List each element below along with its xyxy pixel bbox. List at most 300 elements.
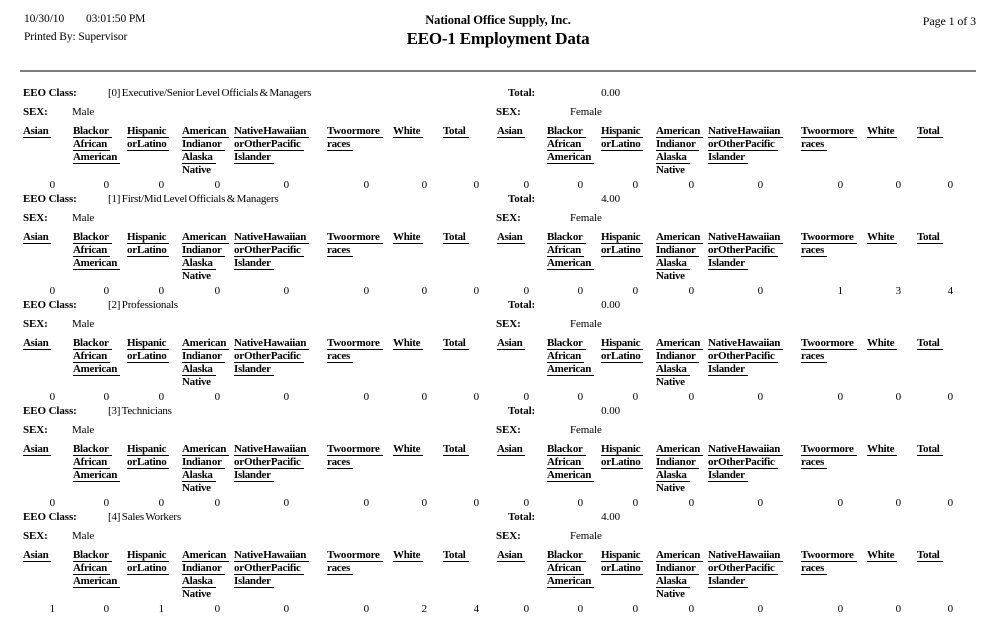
column-header	[708, 337, 801, 391]
column-header-line: or Latino	[127, 456, 169, 469]
column-header-line: African	[547, 244, 584, 257]
value-cell: 0	[103, 285, 109, 297]
value-cell: 0	[837, 391, 843, 403]
column-header-line: or Latino	[601, 350, 643, 363]
column-header-line: Native	[656, 588, 685, 600]
column-header-line: Two or more	[327, 125, 383, 138]
column-header-line: Native Hawaiian	[708, 231, 783, 244]
column-header	[393, 231, 443, 285]
value-cell: 0	[632, 603, 638, 615]
column-header	[656, 549, 708, 603]
column-header-line: American	[547, 469, 594, 482]
male-demographics-table	[23, 549, 483, 616]
column-header-line: Native	[656, 164, 685, 176]
column-header	[547, 125, 601, 179]
column-header	[23, 443, 73, 497]
column-header-line: African	[73, 244, 110, 257]
column-header	[73, 549, 127, 603]
sex-value-female: Female	[570, 106, 602, 118]
column-header	[127, 549, 182, 603]
total-value: 0.00	[601, 405, 620, 417]
value-cell: 0	[214, 179, 220, 191]
value-cell: 4	[473, 603, 479, 615]
sex-value-female: Female	[570, 424, 602, 436]
column-header-line: or Latino	[601, 562, 643, 575]
print-datetime	[24, 13, 145, 25]
column-header	[234, 231, 327, 285]
column-header-line: Alaska	[656, 257, 690, 270]
column-header	[917, 231, 957, 285]
column-header-line: American	[656, 125, 703, 138]
column-header-line: or Other Pacific	[234, 350, 304, 363]
column-header	[443, 549, 483, 603]
column-header	[73, 125, 127, 179]
column-header-line: Native	[656, 270, 685, 282]
column-header-line: Asian	[23, 443, 51, 456]
column-header-line: Two or more	[327, 337, 383, 350]
column-header	[497, 231, 547, 285]
value-cell: 0	[632, 391, 638, 403]
column-header-line: Indian or	[656, 456, 699, 469]
value-cell: 4	[947, 285, 953, 297]
value-cell: 1	[49, 603, 55, 615]
value-cell: 0	[757, 497, 763, 509]
column-header	[73, 443, 127, 497]
eeo-class-name: [0] Executive/Senior Level Officials & Managers	[108, 87, 312, 99]
value-cell: 0	[363, 285, 369, 297]
column-header-line: Total	[917, 231, 943, 244]
column-header-line: African	[547, 350, 584, 363]
column-header-line: Alaska	[182, 363, 216, 376]
value-cell: 0	[158, 285, 164, 297]
male-demographics-table	[23, 443, 483, 510]
column-header-line: Two or more	[801, 443, 857, 456]
female-demographics-table	[497, 231, 957, 298]
sex-row	[23, 316, 996, 337]
column-header	[867, 337, 917, 391]
print-date: 10/30/10	[24, 13, 65, 25]
column-header	[443, 337, 483, 391]
column-header-line: Islander	[234, 363, 274, 376]
sex-row	[23, 210, 996, 231]
eeo-section	[23, 405, 996, 508]
column-header-line: Native	[182, 376, 211, 388]
column-header-line: Hispanic	[601, 337, 643, 350]
value-cell: 0	[283, 603, 289, 615]
eeo-class-label: EEO Class:	[23, 405, 77, 417]
column-header	[801, 125, 867, 179]
total-label: Total:	[508, 405, 536, 417]
column-header-line: White	[867, 549, 897, 562]
column-header-line: White	[867, 231, 897, 244]
column-header	[127, 231, 182, 285]
company-name: National Office Supply, Inc.	[425, 13, 571, 27]
column-header-line: American	[547, 151, 594, 164]
column-header-line: Asian	[497, 231, 525, 244]
sex-label-male: SEX:	[23, 318, 48, 330]
column-header-line: American	[656, 337, 703, 350]
column-header	[182, 231, 234, 285]
column-header	[917, 337, 957, 391]
sex-value-male: Male	[72, 424, 95, 436]
column-header-line: Indian or	[182, 138, 225, 151]
tables-row	[23, 125, 996, 192]
eeo-class-label: EEO Class:	[23, 87, 77, 99]
column-header-line: Islander	[708, 575, 748, 588]
column-header-line: Indian or	[656, 350, 699, 363]
column-header-line: Total	[443, 337, 469, 350]
value-cell: 0	[49, 391, 55, 403]
male-demographics-table	[23, 337, 483, 404]
sex-label-female: SEX:	[496, 424, 521, 436]
value-cell: 0	[49, 179, 55, 191]
value-cell: 0	[214, 497, 220, 509]
column-header-line: Native	[656, 482, 685, 494]
sex-value-female: Female	[570, 212, 602, 224]
column-header	[801, 549, 867, 603]
column-header-line: Two or more	[801, 125, 857, 138]
tables-row	[23, 549, 996, 616]
column-header-line: Two or more	[801, 337, 857, 350]
column-header-line: Two or more	[327, 231, 383, 244]
value-cell: 0	[103, 497, 109, 509]
column-header-line: races	[327, 350, 353, 363]
column-header-line: races	[801, 350, 827, 363]
column-header	[234, 549, 327, 603]
column-header	[656, 125, 708, 179]
sex-value-female: Female	[570, 318, 602, 330]
page-number: Page 1 of 3	[922, 14, 976, 28]
column-header	[547, 549, 601, 603]
column-header-line: African	[73, 562, 110, 575]
total-value: 4.00	[601, 193, 620, 205]
value-cell: 0	[363, 391, 369, 403]
column-header	[182, 443, 234, 497]
column-header-line: Indian or	[182, 244, 225, 257]
column-header-line: Black or	[73, 549, 112, 562]
value-cell: 0	[473, 391, 479, 403]
value-cell: 0	[632, 285, 638, 297]
column-header	[327, 125, 393, 179]
value-cell: 2	[421, 603, 427, 615]
column-header-line: White	[393, 337, 423, 350]
column-header	[708, 125, 801, 179]
column-header-line: Islander	[234, 469, 274, 482]
total-label: Total:	[508, 87, 536, 99]
column-header	[234, 337, 327, 391]
column-header-line: races	[327, 138, 353, 151]
column-header-line: Total	[917, 549, 943, 562]
column-header	[917, 443, 957, 497]
column-header-line: Indian or	[656, 562, 699, 575]
column-header	[867, 443, 917, 497]
column-header-line: Indian or	[656, 138, 699, 151]
column-header-line: or Other Pacific	[708, 456, 778, 469]
tables-row	[23, 231, 996, 298]
column-header-line: American	[656, 443, 703, 456]
column-header-line: American	[182, 549, 229, 562]
column-header-line: Native	[182, 270, 211, 282]
value-cell: 0	[757, 603, 763, 615]
value-cell: 0	[214, 285, 220, 297]
column-header-line: races	[801, 562, 827, 575]
column-header-line: Native	[182, 588, 211, 600]
column-header-line: races	[327, 562, 353, 575]
value-cell: 0	[757, 179, 763, 191]
column-header-line: Native	[182, 164, 211, 176]
column-header-line: Native	[182, 482, 211, 494]
eeo-class-row	[23, 299, 996, 316]
total-label: Total:	[508, 299, 536, 311]
value-cell: 0	[158, 497, 164, 509]
value-cell: 0	[577, 391, 583, 403]
value-cell: 0	[363, 497, 369, 509]
value-cell: 0	[363, 603, 369, 615]
column-header	[443, 231, 483, 285]
column-header	[127, 337, 182, 391]
column-header-line: White	[867, 443, 897, 456]
sex-label-female: SEX:	[496, 318, 521, 330]
column-header-line: Native	[656, 376, 685, 388]
eeo-section	[23, 299, 996, 402]
value-cell: 0	[49, 497, 55, 509]
column-header-line: African	[73, 456, 110, 469]
value-cell: 0	[688, 603, 694, 615]
column-header-line: White	[867, 125, 897, 138]
column-header-line: races	[801, 456, 827, 469]
column-header-line: Islander	[234, 575, 274, 588]
column-header	[708, 549, 801, 603]
eeo-class-label: EEO Class:	[23, 193, 77, 205]
column-header	[393, 337, 443, 391]
column-header-line: Native Hawaiian	[234, 337, 309, 350]
total-value: 0.00	[601, 299, 620, 311]
total-label: Total:	[508, 193, 536, 205]
column-header-line: American	[182, 231, 229, 244]
column-header	[393, 125, 443, 179]
column-header-line: Hispanic	[127, 125, 169, 138]
tables-row	[23, 443, 996, 510]
column-header-line: Indian or	[182, 350, 225, 363]
column-header-line: Alaska	[656, 575, 690, 588]
column-header-line: or Other Pacific	[234, 562, 304, 575]
column-header-line: Indian or	[182, 456, 225, 469]
column-header-line: American	[182, 337, 229, 350]
column-header	[443, 443, 483, 497]
column-header-line: American	[73, 151, 120, 164]
column-header-line: races	[327, 244, 353, 257]
column-header-line: or Latino	[127, 138, 169, 151]
sections-container	[0, 72, 996, 614]
value-cell: 0	[577, 497, 583, 509]
column-header-line: Total	[917, 443, 943, 456]
header-center	[0, 13, 996, 49]
column-header-line: or Latino	[127, 562, 169, 575]
column-header-line: races	[801, 138, 827, 151]
column-header	[127, 125, 182, 179]
column-header-line: Asian	[23, 337, 51, 350]
column-header	[708, 443, 801, 497]
column-header	[234, 443, 327, 497]
column-header-line: Alaska	[182, 575, 216, 588]
sex-value-male: Male	[72, 212, 95, 224]
column-header-line: Asian	[23, 125, 51, 138]
column-header-line: or Latino	[601, 456, 643, 469]
value-cell: 0	[363, 179, 369, 191]
column-header-line: Islander	[708, 363, 748, 376]
value-cell: 0	[49, 285, 55, 297]
column-header-line: Native Hawaiian	[234, 231, 309, 244]
column-header-line: Two or more	[327, 549, 383, 562]
column-header-line: or Latino	[127, 244, 169, 257]
sex-label-male: SEX:	[23, 106, 48, 118]
column-header-line: Native Hawaiian	[708, 443, 783, 456]
value-cell: 0	[632, 179, 638, 191]
value-cell: 0	[421, 391, 427, 403]
column-header-line: Asian	[497, 337, 525, 350]
column-header	[23, 337, 73, 391]
column-header	[23, 549, 73, 603]
column-header-line: Two or more	[327, 443, 383, 456]
column-header-line: African	[547, 456, 584, 469]
column-header-line: Black or	[547, 337, 586, 350]
column-header-line: Alaska	[182, 151, 216, 164]
column-header-line: or Other Pacific	[234, 138, 304, 151]
header-left	[24, 13, 145, 43]
column-header-line: Alaska	[656, 151, 690, 164]
value-cell: 0	[688, 497, 694, 509]
sex-label-female: SEX:	[496, 106, 521, 118]
column-header-line: or Other Pacific	[708, 244, 778, 257]
column-header-line: Hispanic	[127, 549, 169, 562]
column-header-line: Native Hawaiian	[234, 549, 309, 562]
total-label: Total:	[508, 511, 536, 523]
value-cell: 0	[895, 179, 901, 191]
column-header-line: Hispanic	[127, 337, 169, 350]
column-header-line: races	[327, 456, 353, 469]
column-header-line: Hispanic	[127, 443, 169, 456]
eeo-class-label: EEO Class:	[23, 511, 77, 523]
column-header-line: Native Hawaiian	[234, 443, 309, 456]
column-header	[443, 125, 483, 179]
value-cell: 0	[283, 285, 289, 297]
column-header	[182, 549, 234, 603]
value-cell: 0	[837, 497, 843, 509]
column-header-line: African	[73, 350, 110, 363]
column-header-line: or Other Pacific	[234, 456, 304, 469]
column-header-line: White	[867, 337, 897, 350]
column-header-line: Islander	[234, 151, 274, 164]
column-header	[327, 443, 393, 497]
column-header-line: Black or	[73, 337, 112, 350]
column-header-line: Hispanic	[601, 125, 643, 138]
column-header-line: Total	[917, 337, 943, 350]
eeo-class-row	[23, 511, 996, 528]
value-cell: 0	[283, 391, 289, 403]
value-cell: 3	[895, 285, 901, 297]
column-header-line: Islander	[234, 257, 274, 270]
column-header	[547, 231, 601, 285]
column-header-line: American	[656, 549, 703, 562]
column-header-line: Indian or	[656, 244, 699, 257]
column-header-line: White	[393, 549, 423, 562]
value-cell: 0	[214, 391, 220, 403]
column-header-line: Two or more	[801, 231, 857, 244]
value-cell: 0	[577, 603, 583, 615]
print-time: 03:01:50 PM	[86, 13, 146, 25]
value-cell: 0	[103, 603, 109, 615]
value-cell: 0	[473, 179, 479, 191]
column-header	[23, 125, 73, 179]
column-header-line: Black or	[547, 125, 586, 138]
column-header-line: Black or	[73, 125, 112, 138]
column-header-line: Alaska	[182, 257, 216, 270]
column-header	[601, 125, 656, 179]
sex-label-male: SEX:	[23, 424, 48, 436]
column-header	[73, 231, 127, 285]
sex-label-female: SEX:	[496, 530, 521, 542]
column-header-line: Alaska	[182, 469, 216, 482]
value-cell: 0	[421, 497, 427, 509]
male-demographics-table	[23, 125, 483, 192]
sex-value-male: Male	[72, 106, 95, 118]
value-cell: 0	[103, 391, 109, 403]
value-cell: 0	[947, 391, 953, 403]
column-header-line: African	[547, 562, 584, 575]
value-cell: 0	[283, 179, 289, 191]
eeo-class-name: [1] First/Mid Level Officials & Managers	[108, 193, 279, 205]
column-header	[497, 443, 547, 497]
column-header-line: Islander	[708, 469, 748, 482]
column-header	[547, 443, 601, 497]
column-header	[867, 549, 917, 603]
column-header-line: or Other Pacific	[708, 350, 778, 363]
column-header-line: White	[393, 231, 423, 244]
female-demographics-table	[497, 443, 957, 510]
value-cell: 0	[158, 391, 164, 403]
female-demographics-table	[497, 337, 957, 404]
total-value: 0.00	[601, 87, 620, 99]
value-cell: 0	[632, 497, 638, 509]
value-cell: 1	[837, 285, 843, 297]
column-header	[23, 231, 73, 285]
female-demographics-table	[497, 125, 957, 192]
column-header	[801, 337, 867, 391]
column-header-line: Black or	[73, 231, 112, 244]
value-cell: 0	[158, 179, 164, 191]
value-cell: 0	[837, 179, 843, 191]
column-header	[656, 337, 708, 391]
value-cell: 0	[688, 179, 694, 191]
column-header-line: African	[547, 138, 584, 151]
value-cell: 0	[421, 179, 427, 191]
column-header-line: American	[547, 363, 594, 376]
column-header	[601, 549, 656, 603]
value-cell: 0	[757, 285, 763, 297]
value-cell: 0	[947, 603, 953, 615]
column-header-line: Total	[917, 125, 943, 138]
sex-label-female: SEX:	[496, 212, 521, 224]
column-header	[393, 443, 443, 497]
eeo-section	[23, 87, 996, 190]
column-header-line: White	[393, 443, 423, 456]
tables-row	[23, 337, 996, 404]
column-header	[917, 549, 957, 603]
column-header-line: Hispanic	[127, 231, 169, 244]
column-header-line: races	[801, 244, 827, 257]
sex-value-male: Male	[72, 318, 95, 330]
value-cell: 0	[577, 179, 583, 191]
